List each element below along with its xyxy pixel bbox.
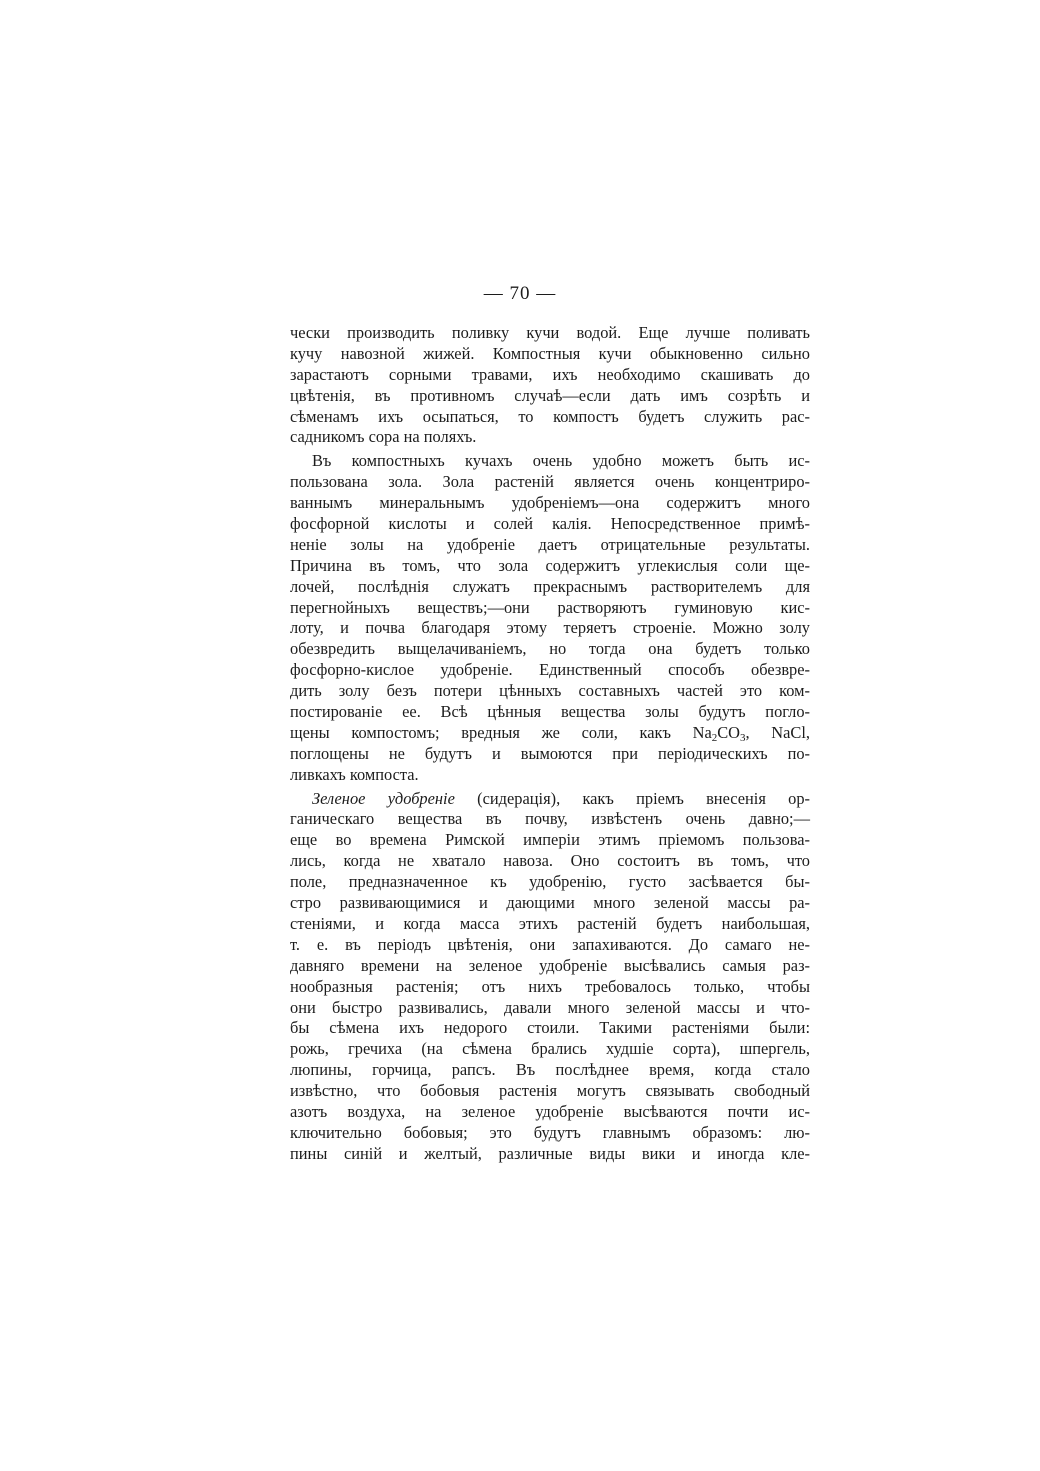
text-line: ваннымъ минеральнымъ удобреніемъ—она содержитъ много	[290, 493, 810, 513]
text-line: азотъ воздуха, на зеленое удобреніе высѣваются почти ис-	[290, 1101, 810, 1121]
text-line: лоту, и почва благодаря этому теряетъ строеніе. Можно золу	[290, 618, 810, 638]
text-line: неніе золы на удобреніе даетъ отрицательные результаты.	[290, 534, 810, 554]
text-line: еще во времена Римской имперіи этимъ пріемомъ пользова-	[290, 830, 810, 850]
text-line: ливкахъ компоста.	[290, 764, 419, 784]
text-line: лись, когда не хватало навоза. Оно состоитъ въ томъ, что	[290, 851, 810, 871]
text-line: зарастаютъ сорными травами, ихъ необходимо скашивать до	[290, 364, 810, 384]
text-line: поле, предназначенное къ удобренію, густо засѣвается бы-	[290, 872, 810, 892]
italic-term: Зеленое удобреніе	[312, 788, 455, 808]
text-line: они быстро развивались, давали много зеленой массы и что-	[290, 997, 810, 1017]
text-line: перегнойныхъ веществъ;—они растворяютъ гуминовую кис-	[290, 597, 810, 617]
text-line: садникомъ сора на поляхъ.	[290, 427, 477, 447]
text-line: бы сѣмена ихъ недорого стоили. Такими растеніями были:	[290, 1018, 810, 1038]
text-line: Причина въ томъ, что зола содержитъ углекислыя соли ще-	[290, 555, 810, 575]
text-line: дить золу безъ потери цѣнныхъ составныхъ частей это ком-	[290, 681, 810, 701]
paragraph-first-line	[290, 789, 810, 810]
text-run: (сидерація), какъ пріемъ внесенія ор-	[454, 788, 811, 808]
chem-subscript: 2	[711, 731, 718, 744]
text-line: постированіе ее. Всѣ цѣнныя вещества золы будутъ погло-	[290, 702, 810, 722]
text-line: фосфорно-кислое удобреніе. Единственный способъ обезвре-	[290, 660, 810, 680]
text-line: лочей, послѣднія служатъ прекраснымъ растворителемъ для	[290, 576, 810, 596]
text-line: т. е. въ періодъ цвѣтенія, они запахиваются. До самаго не-	[290, 934, 810, 954]
text-line: давняго времени на зеленое удобреніе высѣвались самыя раз-	[290, 955, 810, 975]
chem-text-after: , NaCl,	[745, 722, 810, 742]
chemical-formula-line	[290, 723, 810, 744]
chem-text-mid: CO	[717, 722, 741, 742]
paragraph-first-line: Въ компостныхъ кучахъ очень удобно можетъ быть ис-	[312, 451, 810, 471]
text-line: фосфорной кислоты и солей калія. Непосредственное примѣ-	[290, 514, 810, 534]
text-line: кучу навозной жижей. Компостныя кучи обыкновенно сильно	[290, 343, 810, 363]
text-line: сѣменамъ ихъ осыпаться, то компостъ будетъ служить рас-	[290, 406, 810, 426]
chem-text-before: щены компостомъ; вредныя же соли, какъ Na	[290, 722, 712, 742]
text-line: ганическаго вещества въ почву, извѣстенъ очень давно;—	[290, 809, 810, 829]
text-line: пользована зола. Зола растеній является очень концентриро-	[290, 472, 810, 492]
text-line: извѣстно, что бобовыя растенія могутъ связывать свободный	[290, 1081, 810, 1101]
text-line: цвѣтенія, въ противномъ случаѣ—если дать имъ созрѣть и	[290, 385, 810, 405]
chem-subscript: 3	[740, 731, 746, 744]
page-body	[290, 323, 810, 1165]
text-line: чески производить поливку кучи водой. Еще лучше поливать	[290, 323, 810, 342]
text-line: люпины, горчица, рапсъ. Въ послѣднее время, когда стало	[290, 1060, 810, 1080]
text-line: нообразныя растенія; отъ нихъ требовалось только, чтобы	[290, 976, 810, 996]
text-line: стеніями, и когда масса этихъ растеній будетъ наибольшая,	[290, 913, 810, 933]
text-line: ключительно бобовыя; это будутъ главнымъ образомъ: лю-	[290, 1122, 810, 1142]
page-number: — 70 —	[483, 283, 557, 304]
text-line: поглощены не будутъ и вымоются при періодическихъ по-	[290, 743, 810, 763]
text-line: обезвредить выщелачиваніемъ, но тогда она будетъ только	[290, 639, 810, 659]
text-line: рожь, гречиха (на сѣмена брались худшіе сорта), шпергель,	[290, 1039, 810, 1059]
text-line: стро развивающимися и дающими много зеленой массы ра-	[290, 893, 810, 913]
text-line: пины синій и желтый, различные виды вики и иногда кле-	[290, 1143, 810, 1163]
